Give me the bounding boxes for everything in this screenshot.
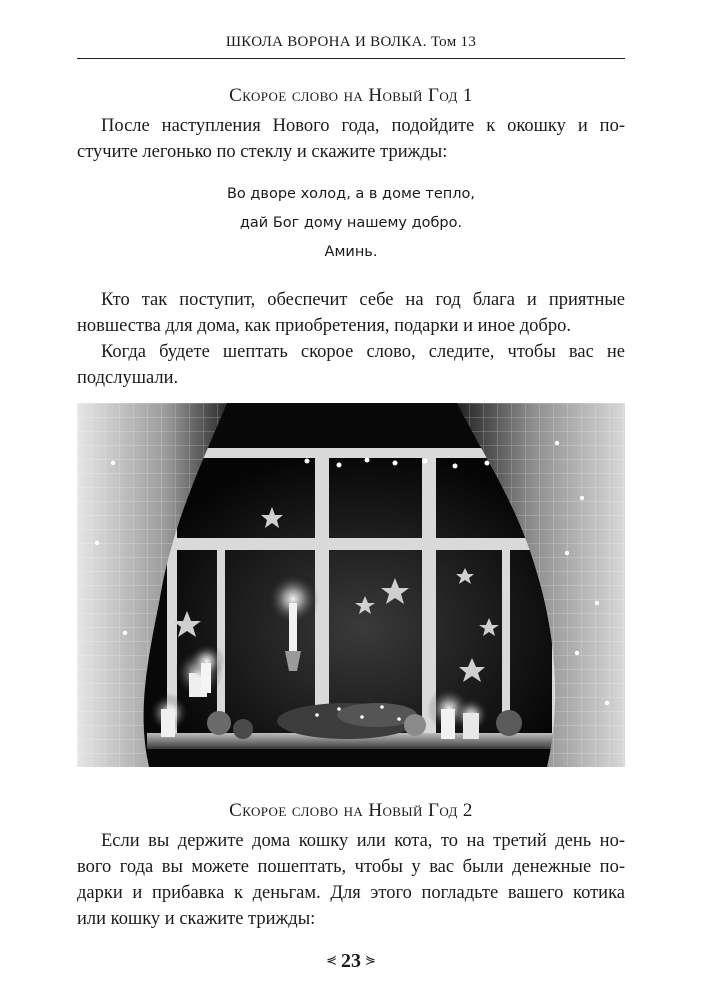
verse-line: дай Бог дому нашему добро. <box>239 215 463 231</box>
paragraph-3 <box>77 339 625 391</box>
text-line: подслушали. <box>77 368 179 388</box>
running-header: ШКОЛА ВОРОНА И ВОЛКА. Том 13 <box>225 34 477 50</box>
paragraph-intro-1 <box>77 113 625 165</box>
text-line: вого года вы можете пошептать, чтобы у вас были денежные по- <box>77 857 625 877</box>
text-line: стучите легонько по стеклу и скажите трижды: <box>77 142 448 162</box>
ornament-left-icon: ⋞ <box>326 952 337 967</box>
text-line: Если вы держите дома кошку или кота, то на третий день но- <box>101 831 625 851</box>
header-rule <box>77 58 625 59</box>
paragraph-intro-2 <box>77 828 625 932</box>
verse-block <box>77 180 625 267</box>
text-line: или кошку и скажите трижды: <box>77 909 316 929</box>
page-number: 23 <box>341 950 361 972</box>
text-line: дарки и прибавка к деньгам. Для этого погладьте вашего котика <box>77 883 625 903</box>
section-title-1: Скорое слово на Новый Год 1 <box>229 85 473 106</box>
verse-line: Аминь. <box>324 244 378 260</box>
text-line: новшества для дома, как приобретения, подарки и иное добро. <box>77 316 571 336</box>
photo-illustration <box>77 403 625 767</box>
text-line: Когда будете шептать скорое слово, следите, чтобы вас не <box>101 342 625 362</box>
text-line: Кто так поступит, обеспечит себе на год блага и приятные <box>101 290 625 310</box>
text-line: После наступления Нового года, подойдите к окошку и по- <box>101 116 625 136</box>
window-candles-photo <box>77 403 625 767</box>
verse-line: Во дворе холод, а в доме тепло, <box>226 186 476 202</box>
page-number-footer <box>77 950 625 973</box>
paragraph-2 <box>77 287 625 339</box>
ornament-right-icon: ⋟ <box>365 952 376 967</box>
section-title-2: Скорое слово на Новый Год 2 <box>229 800 473 821</box>
